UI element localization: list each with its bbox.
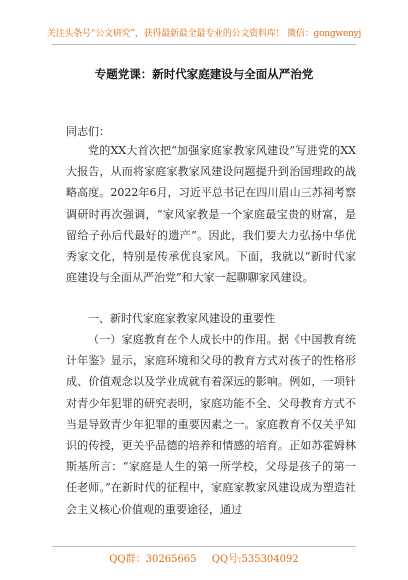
footer-qq-group: QQ群：30265665 bbox=[109, 554, 197, 565]
header-promo-note: 关注头条号“公文研究”，获得最新最全最专业的公文资料库！ 微信：gongwenyj bbox=[46, 29, 362, 39]
header-divider bbox=[52, 44, 356, 45]
footer-contact bbox=[0, 550, 408, 565]
document-title: 专题党课：新时代家庭建设与全面从严治党 bbox=[94, 67, 314, 81]
footer-qq-number: QQ号:535304092 bbox=[211, 554, 299, 565]
greeting: 同志们： bbox=[66, 125, 110, 138]
paragraph-intro: 党的XX大首次把“加强家庭家教家风建设”写进党的XX大报告，从而将家庭家教家风建设问题提升到治国理政的战略高度。2022年6月，习近平总书记在四川眉山三苏祠考察调研时再次强调，“家风家教是一个家庭最宝贵的财富，是留给子孙后代最好的遗产”。因此，我们要大力弘扬中华优秀家文化，特别是传承优良家风。下面，我就以“新时代家庭建设与全面从严治党”和大家一起聊聊家风建设。 bbox=[66, 144, 356, 285]
footer-divider bbox=[52, 546, 356, 547]
section-heading: 一、新时代家庭家教家风建设的重要性 bbox=[88, 312, 275, 325]
paragraph-family-education: （一）家庭教育在个人成长中的作用。据《中国教育统计年鉴》显示，家庭环境和父母的教育方式对孩子的性格形成、价值观念以及学业成就有着深远的影响。例如，一项针对青少年犯罪的研究表明，家庭功能不全、父母教育方式不当是导致青少年犯罪的重要因素之一。家庭教育不仅关乎知识的传授，更关乎品德的培养和情感的培育。正如苏霍姆林斯基所言：“家庭是人生的第一所学校，父母是孩子的第一任老师。”在新时代的征程中，家庭家教家风建设成为塑造社会主义核心价值观的重要途径，通过 bbox=[66, 333, 356, 516]
